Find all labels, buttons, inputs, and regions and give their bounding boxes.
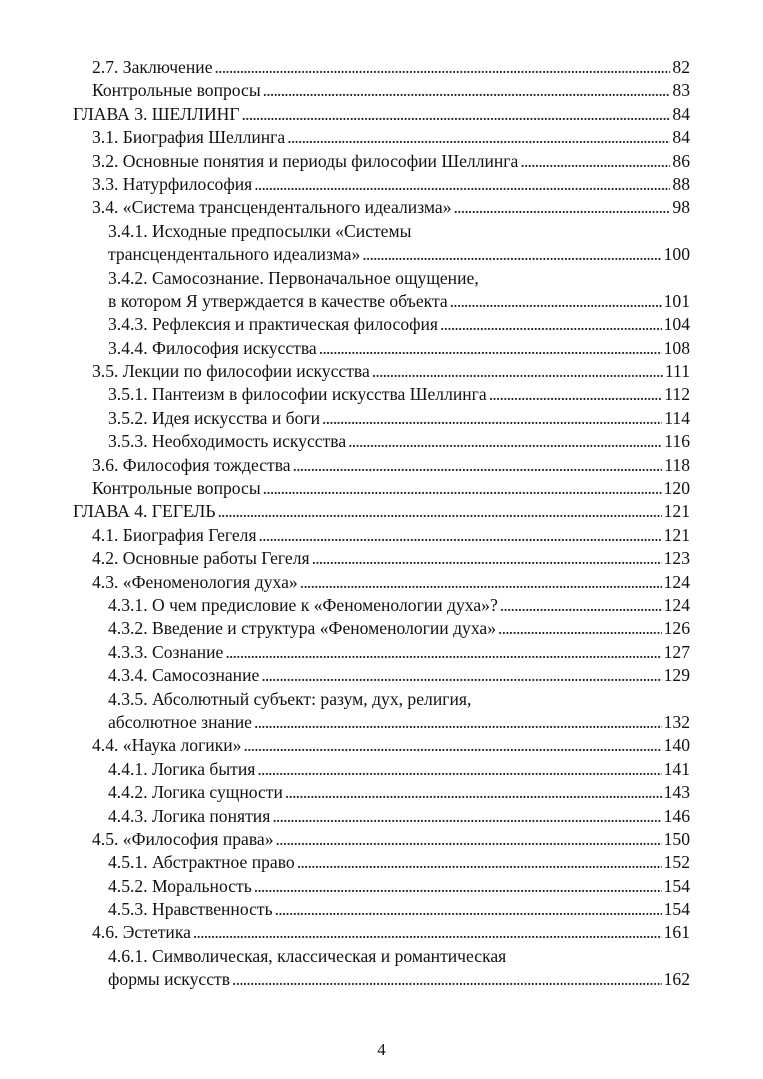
toc-entry-page: 120 xyxy=(663,478,690,499)
toc-entry-page: 152 xyxy=(663,852,690,873)
toc-entry-title: 4.5.2. Моральность xyxy=(108,875,252,896)
toc-entry-page: 154 xyxy=(663,899,690,920)
toc-entry-title: 4.5. «Философия права» xyxy=(92,828,274,849)
toc-entry-title: ГЛАВА 3. ШЕЛЛИНГ xyxy=(73,103,240,124)
toc-entry-page: 126 xyxy=(663,618,690,639)
toc-entry-page: 108 xyxy=(663,337,690,358)
toc-entry-page: 101 xyxy=(663,290,690,311)
toc-entry-title: в котором Я утверждается в качестве объекта xyxy=(108,290,448,311)
toc-entry xyxy=(73,243,690,266)
toc-entry-title: трансцендентального идеализма» xyxy=(108,244,361,265)
dot-leader xyxy=(450,290,662,313)
toc-entry-page: 118 xyxy=(664,454,690,475)
toc-entry-page: 100 xyxy=(663,244,690,265)
dot-leader xyxy=(257,758,661,781)
toc-chapter xyxy=(73,500,690,523)
dot-leader xyxy=(520,150,670,173)
toc-entry-page: 132 xyxy=(663,711,690,732)
toc-entry-title: 3.6. Философия тождества xyxy=(92,454,291,475)
toc-entry-title: 4.3.2. Введение и структура «Феноменологии духа» xyxy=(108,618,497,639)
toc-entry xyxy=(73,851,690,874)
toc-entry-title: 3.4.3. Рефлексия и практическая философия xyxy=(108,314,439,335)
toc-entry xyxy=(73,337,690,360)
toc-entry xyxy=(73,150,690,173)
toc-entry-page: 83 xyxy=(672,80,690,101)
dot-leader xyxy=(259,524,662,547)
toc-entry-title: 3.5. Лекции по философии искусства xyxy=(92,361,370,382)
dot-leader xyxy=(242,103,671,126)
toc-entry-title: 4.1. Биография Гегеля xyxy=(92,524,257,545)
toc-entry-page: 121 xyxy=(663,524,690,545)
toc-entry-page: 112 xyxy=(664,384,690,405)
dot-leader xyxy=(500,594,662,617)
toc-entry-title: Контрольные вопросы xyxy=(92,478,261,499)
toc-entry-page: 161 xyxy=(663,922,690,943)
dot-leader xyxy=(300,571,662,594)
toc-entry-title: абсолютное знание xyxy=(108,711,252,732)
toc-entry xyxy=(73,173,690,196)
toc-entry xyxy=(73,290,690,313)
toc-entry xyxy=(73,664,690,687)
toc-entry-page: 84 xyxy=(672,103,690,124)
toc-entry xyxy=(73,430,690,453)
toc-entry-first-line: 4.6.1. Символическая, классическая и романтическая xyxy=(108,945,507,966)
toc-entry-title: 3.5.3. Необходимость искусства xyxy=(108,431,347,452)
toc-entry xyxy=(73,711,690,734)
toc-entry-title: 3.5.1. Пантеизм в философии искусства Шеллинга xyxy=(108,384,487,405)
toc-entry-title: 3.2. Основные понятия и периоды философии Шеллинга xyxy=(92,150,519,171)
toc-entry xyxy=(73,524,690,547)
toc-entry xyxy=(73,547,690,570)
toc-entry-page: 127 xyxy=(663,641,690,662)
toc-entry-page: 140 xyxy=(663,735,690,756)
toc-entry-page: 82 xyxy=(672,57,690,77)
toc-entry xyxy=(73,126,690,149)
toc-entry-title: 3.4. «Система трансцендентального идеализма» xyxy=(92,197,452,218)
toc-entry-page: 88 xyxy=(672,173,690,194)
dot-leader xyxy=(454,196,671,219)
dot-leader xyxy=(440,313,662,336)
toc-entry xyxy=(73,641,690,664)
toc-entry-title: 4.4.1. Логика бытия xyxy=(108,758,256,779)
dot-leader xyxy=(243,734,661,757)
toc-entry xyxy=(73,781,690,804)
dot-leader xyxy=(217,500,661,523)
toc-entry-title: 3.1. Биография Шеллинга xyxy=(92,127,286,148)
dot-leader xyxy=(254,173,670,196)
toc-entry-page: 111 xyxy=(664,361,690,382)
toc-entry xyxy=(73,898,690,921)
dot-leader xyxy=(372,360,663,383)
toc-entry xyxy=(73,968,690,991)
toc-entry xyxy=(73,407,690,430)
dot-leader xyxy=(312,547,662,570)
toc-entry xyxy=(73,805,690,828)
toc-entry-page: 154 xyxy=(663,875,690,896)
dot-leader xyxy=(348,430,662,453)
toc-entry xyxy=(73,571,690,594)
dot-leader xyxy=(275,898,662,921)
toc-entry xyxy=(73,313,690,336)
toc-entry-title: 4.4. «Наука логики» xyxy=(92,735,242,756)
table-of-contents xyxy=(73,56,690,992)
toc-entry-title: 4.4.2. Логика сущности xyxy=(108,782,283,803)
dot-leader xyxy=(254,711,662,734)
toc-entry-page: 150 xyxy=(663,828,690,849)
toc-entry-title: 3.5.2. Идея искусства и боги xyxy=(108,407,321,428)
toc-entry-title: ГЛАВА 4. ГЕГЕЛЬ xyxy=(73,501,216,522)
toc-entry xyxy=(73,383,690,406)
toc-entry xyxy=(73,56,690,79)
dot-leader xyxy=(261,664,661,687)
toc-entry-page: 123 xyxy=(663,548,690,569)
toc-entry-first-line: 4.3.5. Абсолютный субъект: разум, дух, религия, xyxy=(108,688,472,709)
dot-leader xyxy=(297,851,662,874)
dot-leader xyxy=(319,337,662,360)
dot-leader xyxy=(263,79,671,102)
toc-entry-title: 3.4.4. Философия искусства xyxy=(108,337,317,358)
dot-leader xyxy=(215,56,671,79)
toc-entry-page: 162 xyxy=(663,969,690,990)
page-number: 4 xyxy=(377,1040,386,1059)
toc-entry-page: 116 xyxy=(664,431,690,452)
toc-entry-page: 129 xyxy=(663,665,690,686)
toc-entry-page: 146 xyxy=(663,805,690,826)
toc-entry-title: 4.3.1. О чем предисловие к «Феноменологии духа»? xyxy=(108,594,498,615)
dot-leader xyxy=(287,126,670,149)
toc-entry-page: 121 xyxy=(663,501,690,522)
toc-entry xyxy=(73,758,690,781)
toc-entry xyxy=(73,454,690,477)
dot-leader xyxy=(362,243,661,266)
dot-leader xyxy=(322,407,662,430)
toc-entry xyxy=(73,617,690,640)
toc-entry-title: 4.3. «Феноменология духа» xyxy=(92,571,298,592)
toc-chapter xyxy=(73,103,690,126)
toc-entry xyxy=(73,921,690,944)
toc-entry xyxy=(73,875,690,898)
dot-leader xyxy=(498,617,662,640)
toc-entry xyxy=(73,828,690,851)
toc-entry-title: 4.5.1. Абстрактное право xyxy=(108,852,295,873)
toc-entry xyxy=(73,196,690,219)
toc-entry xyxy=(73,594,690,617)
toc-entry xyxy=(73,79,690,102)
toc-entry-title: 4.3.4. Самосознание xyxy=(108,665,260,686)
toc-entry xyxy=(73,477,690,500)
toc-entry-title: Контрольные вопросы xyxy=(92,80,261,101)
toc-entry-page: 124 xyxy=(663,571,690,592)
toc-entry-first-line: 3.4.2. Самосознание. Первоначальное ощущение, xyxy=(108,267,479,288)
toc-entry-page: 124 xyxy=(663,594,690,615)
toc-entry-title: 2.7. Заключение xyxy=(92,57,213,77)
dot-leader xyxy=(285,781,662,804)
dot-leader xyxy=(276,828,662,851)
dot-leader xyxy=(263,477,662,500)
toc-entry-title: 4.4.3. Логика понятия xyxy=(108,805,271,826)
toc-entry-page: 86 xyxy=(672,150,690,171)
toc-entry-title: 4.6. Эстетика xyxy=(92,922,191,943)
toc-entry-page: 143 xyxy=(663,782,690,803)
toc-entry-title: 3.3. Натурфилософия xyxy=(92,173,253,194)
toc-entry-page: 141 xyxy=(663,758,690,779)
dot-leader xyxy=(489,383,663,406)
dot-leader xyxy=(225,641,661,664)
dot-leader xyxy=(293,454,663,477)
dot-leader xyxy=(272,805,661,828)
toc-entry-page: 114 xyxy=(664,407,690,428)
toc-entry-title: 4.2. Основные работы Гегеля xyxy=(92,548,310,569)
toc-entry xyxy=(73,734,690,757)
dot-leader xyxy=(254,875,662,898)
dot-leader xyxy=(193,921,662,944)
toc-entry-title: формы искусств xyxy=(108,969,231,990)
toc-entry xyxy=(73,360,690,383)
toc-entry-page: 84 xyxy=(672,127,690,148)
toc-entry-page: 98 xyxy=(672,197,690,218)
dot-leader xyxy=(232,968,662,991)
toc-entry-page: 104 xyxy=(663,314,690,335)
toc-entry-first-line: 3.4.1. Исходные предпосылки «Системы xyxy=(108,220,412,241)
toc-entry-title: 4.5.3. Нравственность xyxy=(108,899,273,920)
toc-entry-title: 4.3.3. Сознание xyxy=(108,641,224,662)
